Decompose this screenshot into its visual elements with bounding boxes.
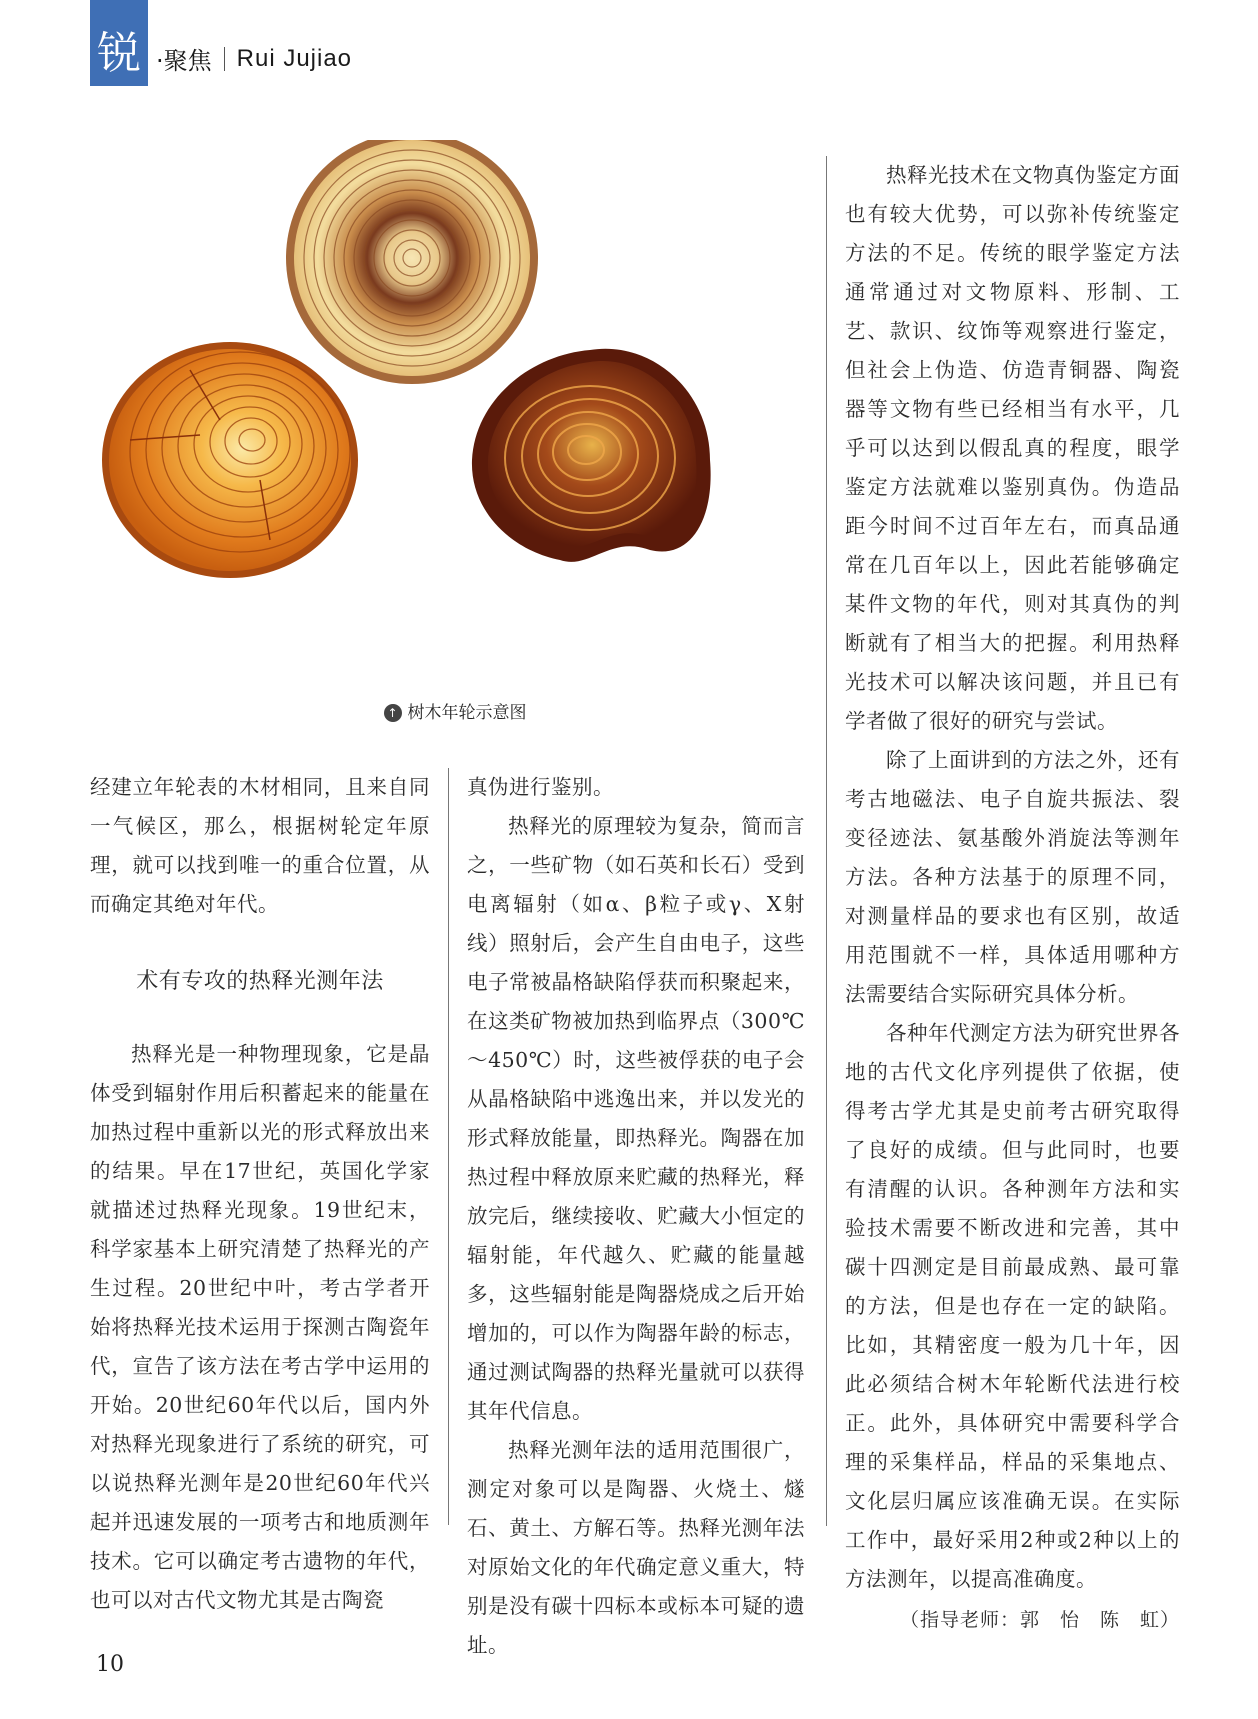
header-divider	[224, 47, 225, 71]
paragraph: 热释光测年法的适用范围很广，测定对象可以是陶器、火烧土、燧石、黄土、方解石等。热释光测年法对原始文化的年代确定意义重大，特别是没有碳十四标本或标本可疑的遗址。	[467, 1438, 805, 1657]
paragraph: 除了上面讲到的方法之外，还有考古地磁法、电子自旋共振法、裂变径迹法、氨基酸外消旋法等测年方法。各种方法基于的原理不同，对测量样品的要求也有区别，故适用范围就不一样，具体适用哪种方法需要结合实际研究具体分析。	[845, 748, 1180, 1006]
column-1	[90, 768, 430, 1620]
paragraph: 热释光的原理较为复杂，简而言之，一些矿物（如石英和长石）受到电离辐射（如α、β粒子或γ、X射线）照射后，会产生自由电子，这些电子常被晶格缺陷俘获而积聚起来，在这类矿物被加热到临界点（300℃～450℃）时，这些被俘获的电子会从晶格缺陷中逃逸出来，并以发光的形式释放能量，即热释光。陶器在加热过程中释放原来贮藏的热释光，释放完后，继续接收、贮藏大小恒定的辐射能，年代越久、贮藏的能量越多，这些辐射能是陶器烧成之后开始增加的，可以作为陶器年龄的标志，通过测试陶器的热释光量就可以获得其年代信息。	[467, 814, 805, 1423]
section-label	[156, 41, 352, 86]
light-tree-ring	[286, 140, 538, 384]
brand-logo: 锐	[90, 0, 148, 86]
column-2	[467, 768, 805, 1665]
page-header	[90, 0, 352, 86]
figure-caption-text: 树木年轮示意图	[407, 703, 527, 723]
section-heading: 术有专攻的热释光测年法	[136, 969, 384, 994]
paragraph: 真伪进行鉴别。	[467, 775, 614, 799]
paragraph: 热释光是一种物理现象，它是晶体受到辐射作用后积蓄起来的能量在加热过程中重新以光的形式释放出来的结果。早在17世纪，英国化学家就描述过热释光现象。19世纪末，科学家基本上研究清楚了热释光的产生过程。20世纪中叶，考古学者开始将热释光技术运用于探测古陶瓷年代，宣告了该方法在考古学中运用的开始。20世纪60年代以后，国内外对热释光现象进行了系统的研究，可以说热释光测年是20世纪60年代兴起并迅速发展的一项考古和地质测年技术。它可以确定考古遗物的年代，也可以对古代文物尤其是古陶瓷	[90, 1042, 430, 1612]
section-english: Rui Jujiao	[236, 44, 353, 72]
paragraph: 经建立年轮表的木材相同，且来自同一气候区，那么，根据树轮定年原理，就可以找到唯一的重合位置，从而确定其绝对年代。	[90, 775, 430, 916]
page-number: 10	[96, 1652, 124, 1677]
column-3	[845, 156, 1180, 1640]
paragraph: 各种年代测定方法为研究世界各地的古代文化序列提供了依据，使得考古学尤其是史前考古研究取得了良好的成绩。但与此同时，也要有清醒的认识。各种测年方法和实验技术需要不断改进和完善，其中碳十四测定是目前最成熟、最可靠的方法，但是也存在一定的缺陷。比如，其精密度一般为几十年，因此必须结合树木年轮断代法进行校正。此外，具体研究中需要科学合理的采集样品，样品的采集地点、文化层归属应该准确无误。在实际工作中，最好采用2种或2种以上的方法测年，以提高准确度。	[845, 1021, 1180, 1591]
figure-caption	[90, 698, 820, 723]
orange-tree-ring	[102, 342, 358, 578]
tree-rings-illustration	[90, 140, 820, 660]
column-divider	[448, 768, 449, 1525]
mentor-credit: （指导老师：郭 怡 陈 虹）	[899, 1609, 1180, 1631]
paragraph: 热释光技术在文物真伪鉴定方面也有较大优势，可以弥补传统鉴定方法的不足。传统的眼学鉴定方法通常通过对文物原料、形制、工艺、款识、纹饰等观察进行鉴定，但社会上伪造、仿造青铜器、陶瓷器等文物有些已经相当有水平，几乎可以达到以假乱真的程度，眼学鉴定方法就难以鉴别真伪。伪造品距今时间不过百年左右，而真品通常在几百年以上，因此若能够确定某件文物的年代，则对其真伪的判断就有了相当大的把握。利用热释光技术可以解决该问题，并且已有学者做了很好的研究与尝试。	[845, 163, 1180, 733]
dark-tree-ring	[472, 349, 711, 562]
up-arrow-circle-icon: ↑	[384, 704, 402, 722]
column-divider	[826, 156, 827, 1526]
section-name: ·聚焦	[156, 47, 212, 75]
